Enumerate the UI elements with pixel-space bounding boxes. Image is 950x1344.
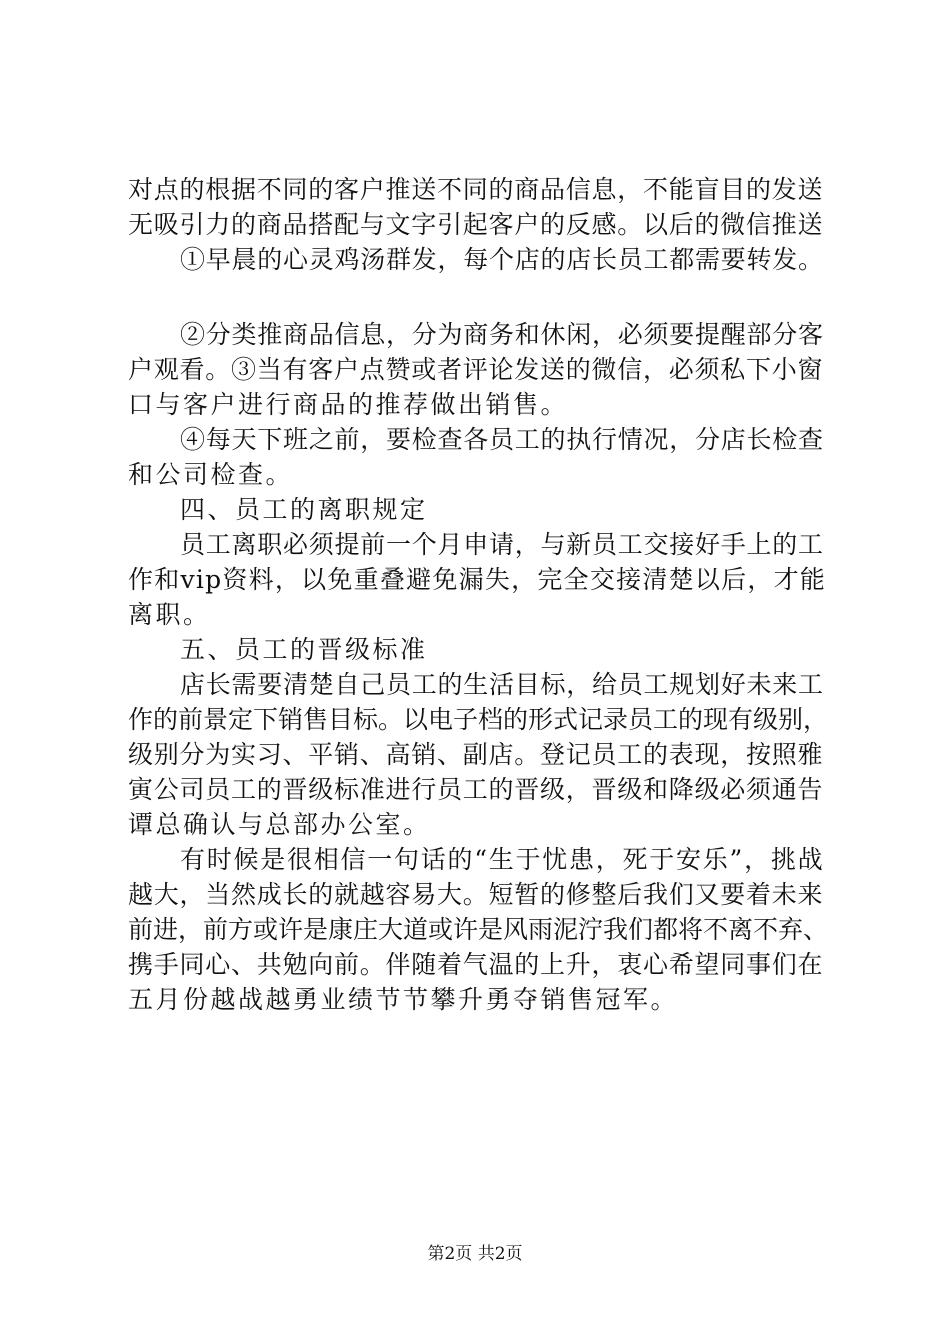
list-item-2: ②分类推商品信息，分为商务和休闲，必须要提醒部分客 — [180, 320, 824, 349]
paragraph-line: 口与客户进行商品的推荐做出销售。 — [128, 390, 569, 419]
paragraph-line: 级别分为实习、平销、高销、副店。登记员工的表现，按照雅 — [128, 740, 824, 769]
paragraph-line: 作的前景定下销售目标。以电子档的形式记录员工的现有级别， — [128, 705, 829, 734]
paragraph-line: 户观看。③当有客户点赞或者评论发送的微信，必须私下小窗 — [128, 355, 824, 384]
paragraph-line: 谭总确认与总部办公室。 — [128, 810, 431, 839]
paragraph-line: 五月份越战越勇业绩节节攀升勇夺销售冠军。 — [128, 985, 679, 1014]
paragraph-line: 寅公司员工的晋级标准进行员工的晋级，晋级和降级必须通告 — [128, 775, 824, 804]
blank-spacer — [128, 277, 828, 317]
paragraph-line: 越大，当然成长的就越容易大。短暂的修整后我们又要着未来 — [128, 880, 824, 909]
section-heading-promotion: 五、员工的晋级标准 — [180, 635, 428, 664]
paragraph-line: 作和vip资料，以免重叠避免漏失，完全交接清楚以后，才能 — [128, 565, 827, 594]
list-item-1: ①早晨的心灵鸡汤群发，每个店的店长员工都需要转发。 — [180, 245, 824, 274]
paragraph-line: 离职。 — [128, 600, 211, 629]
section-heading-resignation: 四、员工的离职规定 — [180, 495, 428, 524]
paragraph-line: 前进，前方或许是康庄大道或许是风雨泥泞我们都将不离不弃、 — [128, 915, 829, 944]
paragraph-line: 有时候是很相信一句话的“生于忧患，死于安乐”，挑战 — [180, 845, 825, 874]
paragraph-line: 和公司检查。 — [128, 460, 294, 489]
document-body — [128, 172, 828, 1017]
list-item-4: ④每天下班之前，要检查各员工的执行情况，分店长检查 — [180, 425, 824, 454]
paragraph-line: 员工离职必须提前一个月申请，与新员工交接好手上的工 — [180, 530, 824, 559]
page-number-footer: 第2页 共2页 — [427, 1244, 523, 1264]
paragraph-line: 携手同心、共勉向前。伴随着气温的上升，衷心希望同事们在 — [128, 950, 824, 979]
paragraph-line: 店长需要清楚自己员工的生活目标，给员工规划好未来工 — [180, 670, 824, 699]
paragraph-line: 无吸引力的商品搭配与文字引起客户的反感。以后的微信推送 — [128, 210, 824, 239]
paragraph-line: 对点的根据不同的客户推送不同的商品信息，不能盲目的发送 — [128, 175, 824, 204]
